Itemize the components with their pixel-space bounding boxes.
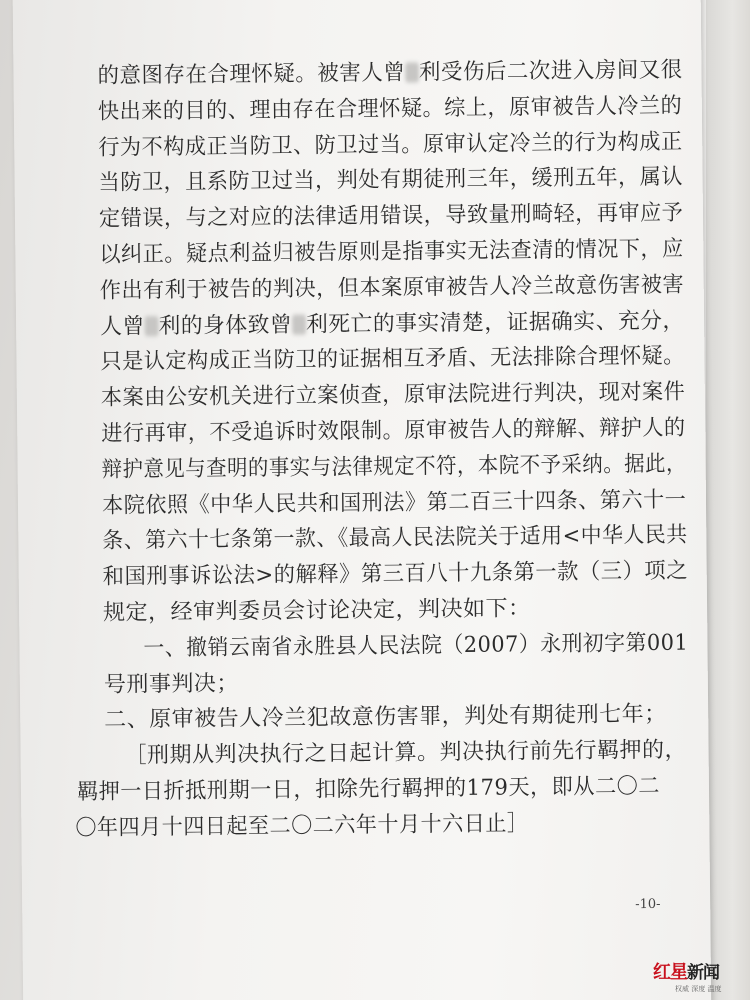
text-line (124, 733, 688, 775)
redacted-name-mark (292, 314, 306, 334)
text-fragment: 利受伤后二次进入房间又很 (418, 57, 683, 86)
text-line (97, 53, 683, 95)
text-fragment: 条、第六十七条第一款、《最高人民法院关于适用<中华人民共 (102, 522, 688, 555)
text-line (102, 518, 688, 560)
watermark-tagline: 权威 深度 温度 (675, 985, 722, 993)
text-fragment: ［刑期从判决执行之日起计算。判决执行前先行羁押的， (124, 737, 688, 769)
text-fragment: 本院依照《中华人民共和国刑法》第二百三十四条、第六十一 (101, 487, 687, 519)
text-fragment: 规定，经审判委员会讨论决定，判决如下： (102, 596, 531, 626)
text-line (99, 232, 684, 274)
text-fragment: 作出有利于被告的判决，但本案原审被告人冷兰故意伤害被害 (99, 272, 685, 304)
text-line (98, 124, 683, 166)
page-number: -10- (635, 896, 661, 913)
text-fragment: 利的身体致曾 (158, 312, 293, 339)
text-fragment: 只是认定构成正当防卫的证据相互矛盾、无法排除合理怀疑。 (100, 343, 686, 376)
text-fragment: 号刑事判决； (103, 670, 240, 698)
document-page (13, 0, 712, 1000)
text-line (100, 339, 686, 381)
text-line (99, 303, 685, 345)
text-fragment: 和国刑事诉讼法>的解释》第三百八十九条第一款（三）项之 (102, 558, 689, 590)
watermark-brand (653, 958, 719, 984)
watermark-brand-black: 新闻 (687, 963, 719, 983)
text-line (103, 590, 683, 632)
text-line (101, 447, 688, 488)
text-line (99, 268, 685, 310)
text-fragment: 羁押一日折抵刑期一日，扣除先行羁押的179天，即从二〇二 (76, 773, 661, 805)
text-fragment: 一、撤销云南省永胜县人民法院（2007）永刑初字第001 (143, 630, 689, 662)
text-fragment: 以纠正。疑点利益归被告原则是指事实无法查清的情况下，应 (99, 236, 684, 268)
redacted-name-mark (145, 316, 159, 336)
text-line (101, 482, 687, 524)
text-fragment: 进行再审，不受追诉时效限制。原审被告人的辩解、辩护人的 (101, 415, 686, 447)
text-line (97, 89, 683, 131)
text-fragment: 辩护意见与查明的事实与法律规定不符，本院不予采纳。据此， (101, 451, 688, 483)
redacted-name-mark (405, 62, 419, 82)
text-line (100, 375, 686, 417)
text-fragment: 定错误，与之对应的法律适用错误，导致量刑畸轻，再审应予 (98, 200, 684, 232)
text-fragment: 的意图存在合理怀疑。被害人曾 (97, 60, 406, 89)
text-fragment: 快出来的目的、理由存在合理怀疑。综上，原审被告人冷兰的 (97, 93, 683, 125)
text-line (98, 196, 684, 238)
text-line (102, 554, 689, 596)
watermark-brand-red: 红星 (653, 962, 687, 983)
text-fragment: 利死亡的事实清楚，证据确实、充分， (305, 308, 685, 338)
watermark-logo (645, 958, 745, 996)
text-fragment: 人曾 (99, 313, 145, 340)
text-line (143, 626, 689, 667)
text-fragment: 本案由公安机关进行立案侦查，原审法院进行判决，现对案件 (100, 379, 686, 411)
text-line (75, 805, 660, 847)
text-fragment: 当防卫，且系防卫过当，判处有期徒刑三年，缓刑五年，属认 (98, 165, 684, 197)
text-line (98, 160, 684, 202)
text-line (104, 697, 684, 739)
text-line (104, 661, 684, 703)
judgment-text (75, 53, 689, 847)
text-fragment: 二、原审被告人冷兰犯故意伤害罪，判处有期徒刑七年； (104, 702, 667, 734)
text-fragment: 行为不构成正当防卫、防卫过当。原审认定冷兰的行为构成正 (98, 129, 683, 161)
text-line (101, 411, 686, 453)
text-line (77, 769, 662, 811)
adjacent-page-edge (706, 0, 750, 1000)
text-fragment: 〇年四月十四日起至二〇二六年十月十六日止］ (75, 811, 529, 841)
